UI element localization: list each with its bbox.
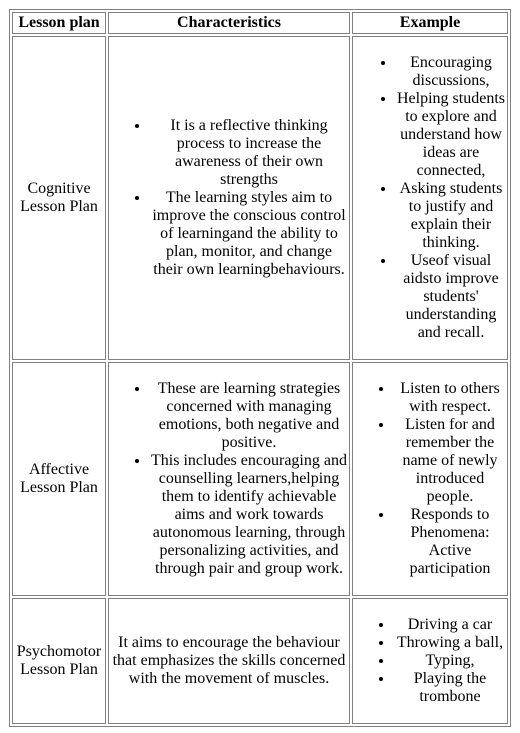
lesson-plan-table-container — [9, 9, 511, 727]
example-cell — [352, 362, 508, 596]
characteristics-cell — [108, 362, 350, 596]
list-item: • Listen to others with respect. — [394, 380, 506, 416]
lesson-plan-cell: Cognitive Lesson Plan — [12, 36, 106, 360]
list-item: • Asking students to justify and explain their thinking. — [396, 180, 506, 252]
list-item: • Playing the trombone — [394, 670, 506, 706]
example-list — [354, 616, 506, 706]
header-row — [12, 12, 508, 34]
list-item: • Helping students to explore and understand how ideas are connected, — [396, 90, 506, 180]
list-item: • Typing, — [394, 652, 506, 670]
characteristics-list — [110, 117, 348, 279]
list-item: • These are learning strategies concerned with managing emotions, both negative and positive. — [150, 380, 348, 452]
table-row-cognitive — [12, 36, 508, 360]
header-characteristics: Characteristics — [108, 12, 350, 34]
lesson-plan-cell: Affective Lesson Plan — [12, 362, 106, 596]
list-item: • Encouraging discussions, — [396, 54, 506, 90]
example-cell — [352, 36, 508, 360]
characteristics-list — [110, 380, 348, 578]
list-item: • Responds to Phenomena: Active participation — [394, 506, 506, 578]
list-item: • This includes encouraging and counselling learners,helping them to identify achievable aims and work towards autonomous learning, through personalizing activities, and through pair and group work. — [150, 452, 348, 578]
table-row-affective — [12, 362, 508, 596]
example-list — [354, 380, 506, 578]
list-item: • Listen for and remember the name of newly introduced people. — [394, 416, 506, 506]
example-cell — [352, 598, 508, 724]
list-item: • The learning styles aim to improve the conscious control of learningand the ability to plan, monitor, and change their own learningbehaviours. — [150, 189, 348, 279]
example-list — [354, 54, 506, 342]
list-item: • It is a reflective thinking process to increase the awareness of their own strengths — [150, 117, 348, 189]
list-item: • Throwing a ball, — [394, 634, 506, 652]
header-lesson-plan: Lesson plan — [12, 12, 106, 34]
characteristics-cell: It aims to encourage the behaviour that emphasizes the skills concerned with the movement of muscles. — [108, 598, 350, 724]
lesson-plan-cell: Psychomotor Lesson Plan — [12, 598, 106, 724]
table-row-psychomotor — [12, 598, 508, 724]
header-example: Example — [352, 12, 508, 34]
characteristics-cell — [108, 36, 350, 360]
list-item: • Useof visual aidsto improve students' understanding and recall. — [396, 252, 506, 342]
lesson-plan-table — [9, 9, 511, 727]
list-item: • Driving a car — [394, 616, 506, 634]
